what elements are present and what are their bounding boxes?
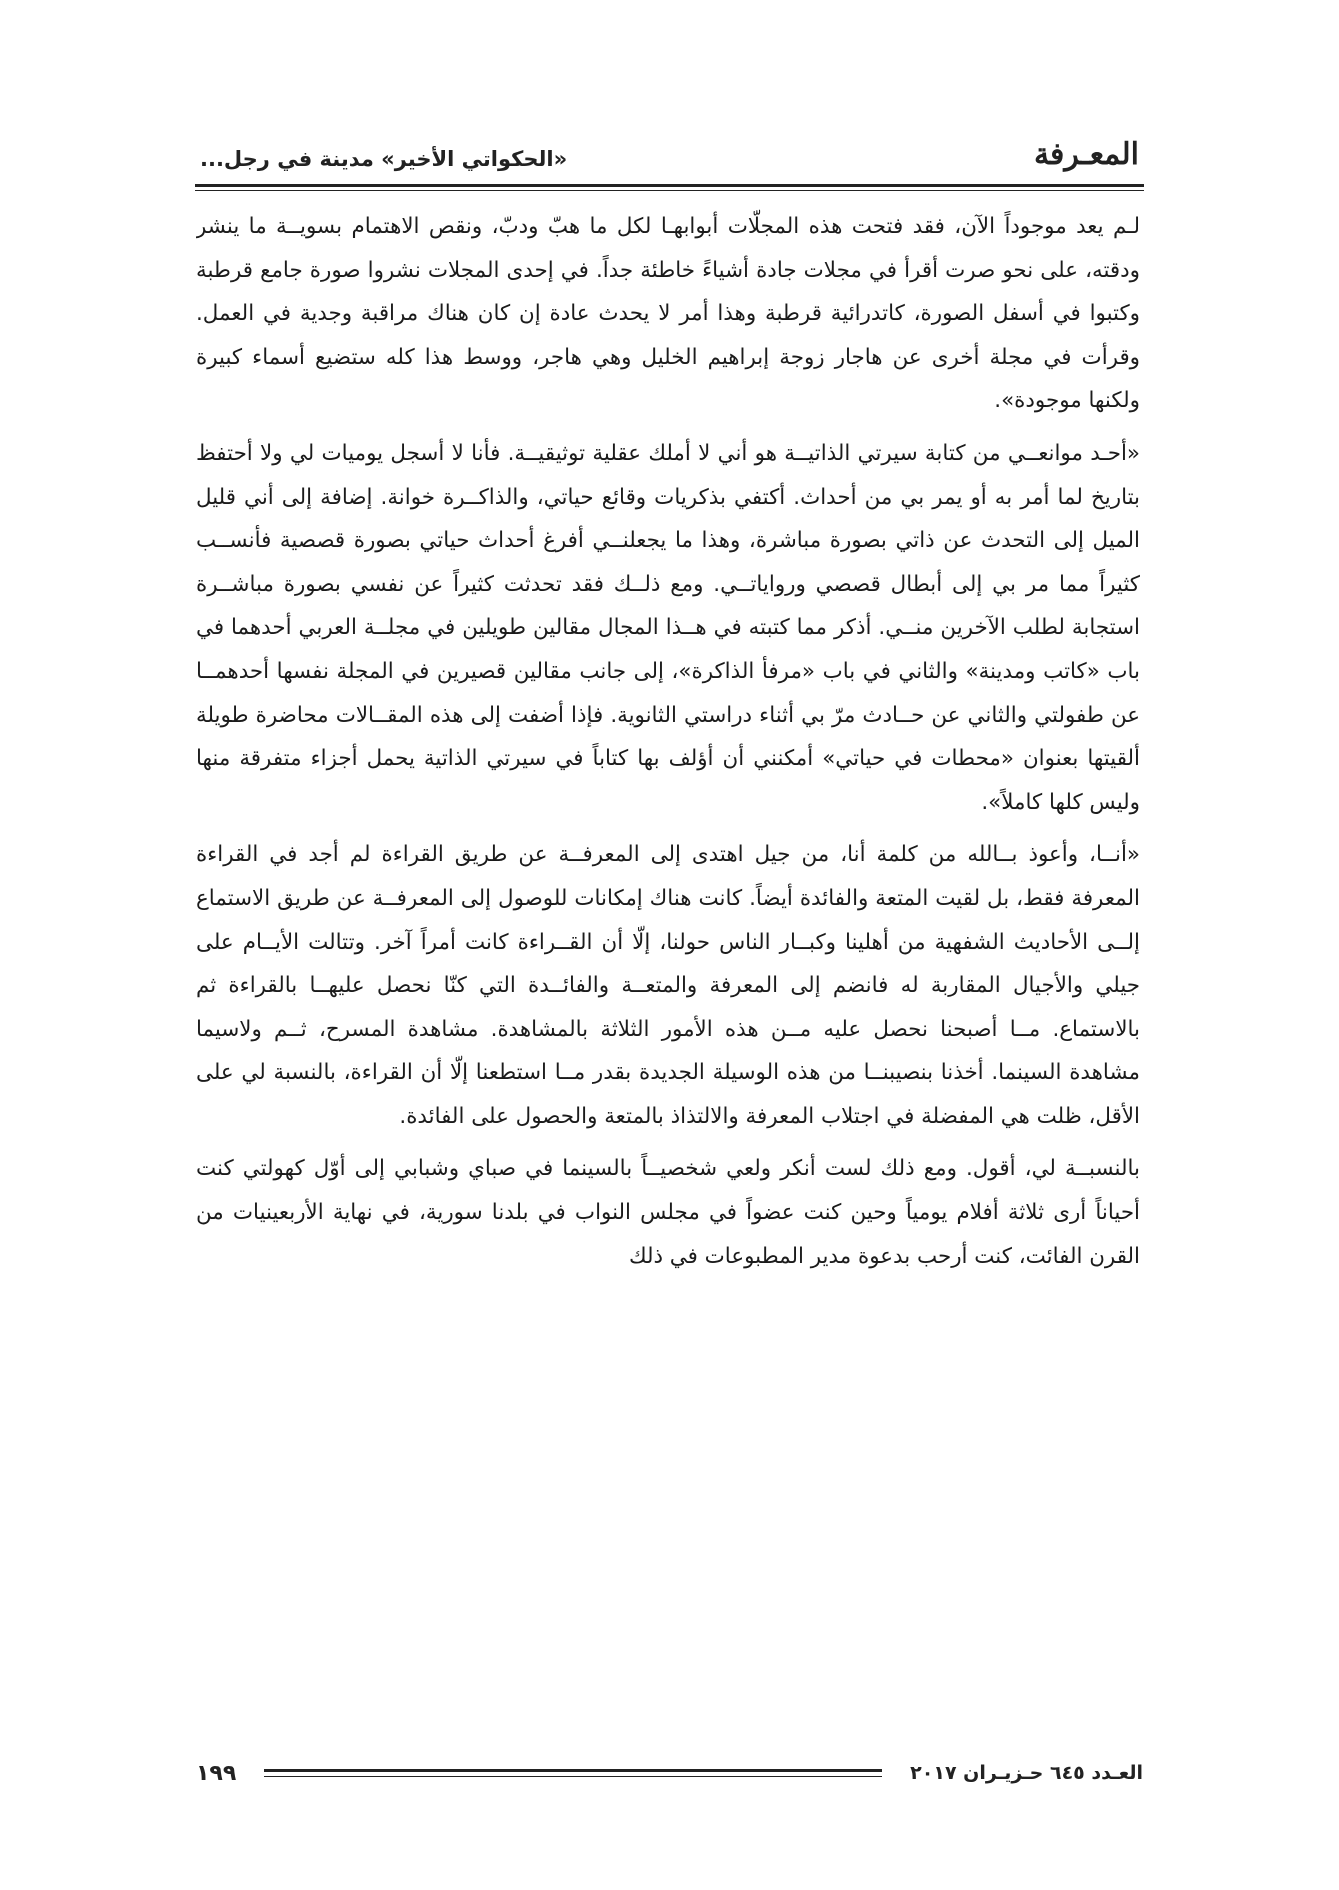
footer-divider-thick xyxy=(264,1769,882,1772)
issue-info: العـدد ٦٤٥ حـزيـران ٢٠١٧ xyxy=(910,1762,1143,1784)
header-divider xyxy=(195,184,1144,187)
paragraph-4: بالنسبــة لي، أقول. ومع ذلك لست أنكر ولعي شخصيــاً بالسينما في صباي وشبابي إلى أوّل كهولتي كنت أحياناً أرى ثلاثة أفلام يومياً وحين كنت عضواً في مجلس النواب في بلدنا سورية، في نهاية الأربعينيات من القرن الفائت، كنت أرحب بدعوة مدير المطبوعات في ذلك xyxy=(196,1156,1140,1269)
footer-divider-thin xyxy=(264,1776,882,1777)
header-divider-thin xyxy=(195,190,1144,191)
article-body xyxy=(196,205,1140,1685)
paragraph-2: «أحـد موانعــي من كتابة سيرتي الذاتيــة هو أني لا أملك عقلية توثيقيــة. فأنا لا أسجل يوميات لي ولا أحتفظ بتاريخ لما أمر به أو يمر بي من أحداث. أكتفي بذكريات وقائع حياتي، والذاكــرة خوانة. إضافة إلى أني قليل الميل إلى التحدث عن ذاتي بصورة مباشرة، وهذا ما يجعلنــي أفرغ أحداث حياتي بصورة قصصية فأنســب كثيراً مما مر بي إلى أبطال قصصي ورواياتــي. ومع ذلــك فقد تحدثت كثيراً عن نفسي بصورة مباشــرة استجابة لطلب الآخرين منــي. أذكر مما كتبته في هــذا المجال مقالين طويلين في مجلــة العربي أحدهما في باب «كاتب ومدينة» والثاني في باب «مرفأ الذاكرة»، إلى جانب مقالين قصيرين في المجلة نفسها أحدهمــا عن طفولتي والثاني عن حــادث مرّ بي أثناء دراستي الثانوية. فإذا أضفت إلى هذه المقــالات محاضرة طويلة ألقيتها بعنوان «محطات في حياتي» أمكنني أن أؤلف بها كتاباً في سيرتي الذاتية يحمل أجزاء متفرقة منها وليس كلها كاملاً». xyxy=(196,440,1140,815)
magazine-logo: المعـرفة xyxy=(1033,137,1139,172)
page-footer xyxy=(196,1758,1143,1788)
footer-divider xyxy=(264,1766,882,1780)
running-title: «الحكواتي الأخير» مدينة في رجل... xyxy=(200,147,568,171)
page-number: ١٩٩ xyxy=(196,1760,237,1786)
paragraph-1: لـم يعد موجوداً الآن، فقد فتحت هذه المجلّات أبوابهـا لكل ما هبّ ودبّ، ونقص الاهتمام بسويــة ما ينشر ودقته، على نحو صرت أقرأ في مجلات جادة أشياءً خاطئة جداً. في إحدى المجلات نشروا صورة جامع قرطبة وكتبوا في أسفل الصورة، كاتدرائية قرطبة وهذا أمر لا يحدث عادة إن كان هناك مراقبة وجدية في العمل. وقرأت في مجلة أخرى عن هاجار زوجة إبراهيم الخليل وهي هاجر، ووسط هذا كله ستضيع أسماء كبيرة ولكنها موجودة». xyxy=(196,214,1140,414)
paragraph-3: «أنــا، وأعوذ بــالله من كلمة أنا، من جيل اهتدى إلى المعرفــة عن طريق القراءة لم أجد في القراءة المعرفة فقط، بل لقيت المتعة والفائدة أيضاً. كانت هناك إمكانات للوصول إلى المعرفــة عن طريق الاستماع إلــى الأحاديث الشفهية من أهلينا وكبــار الناس حولنا، إلّا أن القــراءة كانت أمراً آخر. وتتالت الأيــام على جيلي والأجيال المقاربة له فانضم إلى المعرفة والمتعــة والفائــدة التي كنّا نحصل عليهــا بالقراءة ثم بالاستماع. مــا أصبحنا نحصل عليه مــن هذه الأمور الثلاثة بالمشاهدة. مشاهدة المسرح، ثــم ولاسيما مشاهدة السينما. أخذنا بنصيبنــا من هذه الوسيلة الجديدة بقدر مــا استطعنا إلّا أن القراءة، بالنسبة لي على الأقل، ظلت هي المفضلة في اجتلاب المعرفة والالتذاذ بالمتعة والحصول على الفائدة. xyxy=(196,842,1140,1129)
page-header xyxy=(200,130,1139,170)
